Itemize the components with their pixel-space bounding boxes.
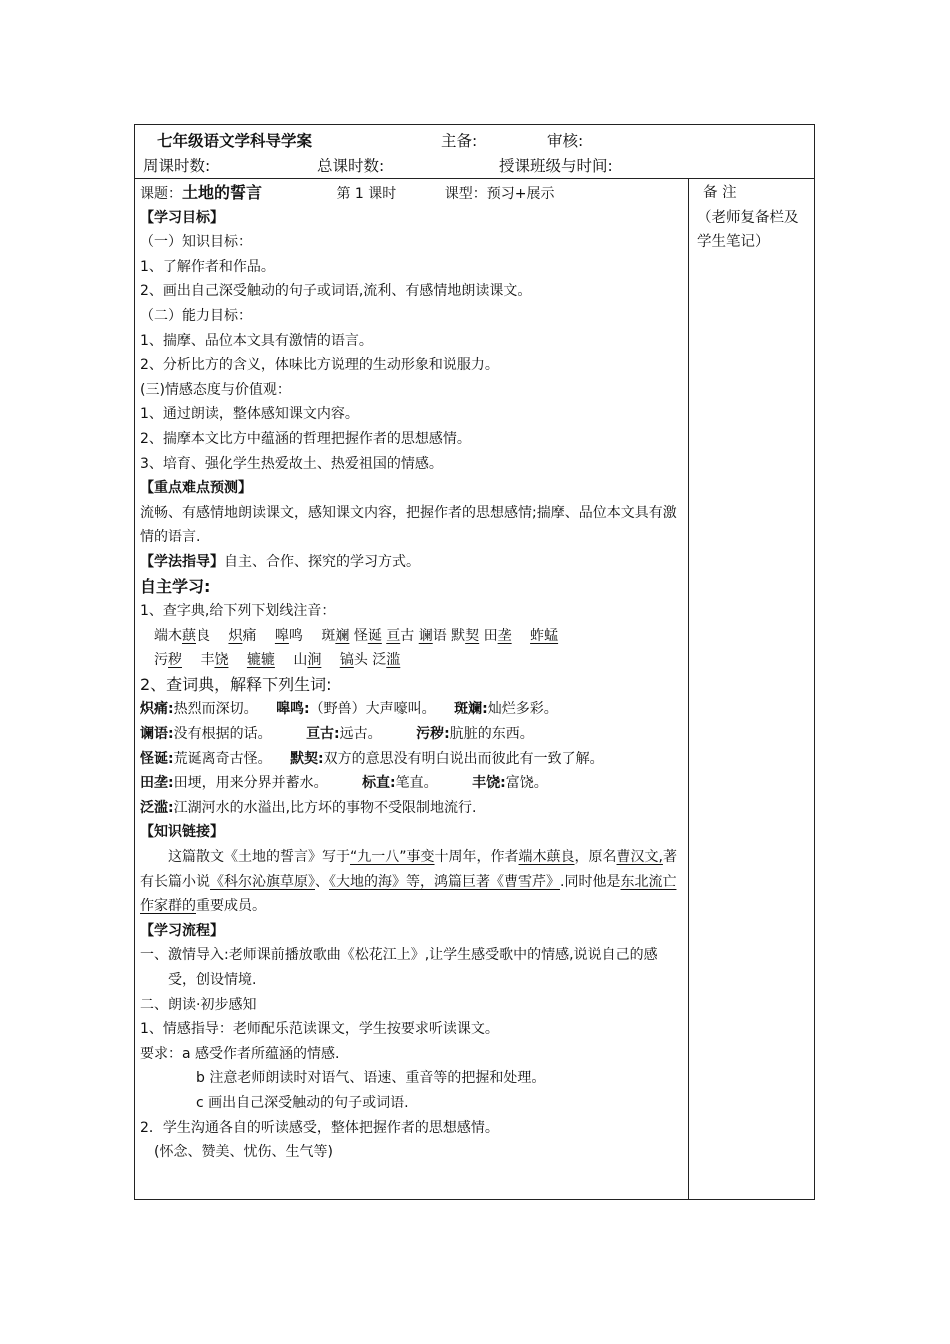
definition-word: 泛滥: [140,799,174,816]
word: 端木 [154,627,182,644]
link-text: 重要成员。 [196,898,266,915]
goal-ability-2: 2、分析比方的含义，体味比方说理的生动形象和说服力。 [140,357,499,374]
word: 痛 [242,627,257,644]
goal-knowledge: （一）知识目标： [140,234,252,251]
method-heading: 【学法指导】 [140,553,224,570]
goal-emotion-2: 2、揣摩本文比方中蕴涵的哲理把握作者的思想感情。 [140,430,471,447]
definition-word: 田垄: [140,775,174,792]
main-content [140,181,685,1165]
definition-text: 田埂，用来分界并蓄水。 [173,775,328,792]
definition-text: 双方的意思没有明白说出而彼此有一致了解。 [323,750,604,767]
word: 默 [451,627,466,644]
goals-heading: 【学习目标】 [140,209,224,226]
link-underlined: 东北流亡作家群的 [140,873,677,915]
lesson-type: 课型：预习+展示 [444,186,555,202]
requirement-b: b 注意老师朗读时对语气、语速、重音等的把握和处理。 [196,1070,546,1087]
definition-word: 默契: [290,750,324,767]
definition-word: 污秽: [416,726,450,743]
definition-text: 远古。 [339,726,382,743]
definition-text: 荒诞离奇古怪。 [173,750,272,767]
definition-text: 江湖河水的水溢出,比方坏的事物不受限制地流行. [173,799,477,816]
word: 头 [353,652,368,669]
definition-text: （野兽）大声嚎叫。 [309,701,436,718]
word: 鸣 [288,627,303,644]
link-text: 著有长篇小说 [140,849,677,890]
word: 怪 [353,627,368,644]
goal-knowledge-1: 1、了解作者和作品。 [140,258,275,275]
link-text: ，原名 [574,849,617,866]
requirement-c: c 画出自己深受触动的句子或词语. [196,1094,409,1111]
knowledge-link-heading: 【知识链接】 [140,824,224,841]
definition-text: 富饶。 [505,775,548,792]
word: 古 [400,627,415,644]
knowledge-link-text [140,845,685,919]
word: 镐 [339,652,354,669]
word: 垄 [497,627,512,644]
word: 山 [293,652,308,669]
word: 泛 [372,652,387,669]
remarks-title: 备 注 [703,185,737,201]
definition-word: 斑斓: [454,701,488,718]
definition-word: 谰语: [140,726,174,743]
flow-step-1: 一、激情导入:老师课前播放歌曲《松花江上》,让学生感受歌中的情感,说说自己的感受，创设情境. [140,947,658,988]
definition-word: 怪诞: [140,750,174,767]
table-header [135,125,814,179]
flow-heading: 【学习流程】 [140,922,224,939]
word: 斓 [335,627,350,644]
definition-word: 丰饶: [472,775,506,792]
definition-word: 亘古: [306,726,340,743]
definition-row [140,697,685,722]
word: 涧 [307,652,322,669]
reviewer-field: 审核: [547,132,584,150]
definition-word: 嗥鸣: [276,701,310,718]
total-hours-field: 总课时数: [317,157,385,175]
word: 秽 [168,652,182,669]
flow-step-2-1: 1、情感指导：老师配乐范读课文，学生按要求听读课文。 [140,1021,499,1038]
lesson-title-row [140,181,685,206]
word: 良 [196,627,210,644]
weekly-hours-field: 周课时数: [143,157,211,175]
word: 嗥 [274,627,289,644]
link-underlined: 端木蕻良 [518,849,575,866]
key-text: 流畅、有感情地朗读课文，感知课文内容，把握作者的思想感情;揣摩、品位本文具有激情的语言. [140,504,677,546]
link-text: 这篇散文《土地的誓言》写于 [168,849,350,866]
definition-text: 没有根据的话。 [173,726,272,743]
goal-emotion-3: 3、培育、强化学生热爱故土、热爱祖国的情感。 [140,455,443,472]
flow-step-2-2: 2．学生沟通各自的听读感受，整体把握作者的思想感情。 [140,1119,499,1136]
word: 蕻 [182,627,196,644]
word: 田 [483,627,498,644]
word-list-1 [140,624,685,649]
link-underlined: 曹汉文, [616,849,663,866]
goal-emotion: (三)情感态度与价值观： [140,381,291,398]
remarks-column [697,181,812,255]
goal-emotion-1: 1、通过朗读，整体感知课文内容。 [140,406,359,423]
document-title: 七年级语文学科导学案 [157,132,313,150]
key-heading: 【重点难点预测】 [140,480,252,497]
self-study-heading: 自主学习: [140,576,211,596]
lesson-title: 土地的誓言 [182,183,263,202]
goal-ability: （二）能力目标： [140,307,252,324]
word: 语 [432,627,447,644]
definition-text: 笔直。 [395,775,438,792]
word: 丰 [200,652,215,669]
definition-word: 标直: [362,775,396,792]
definition-text: 热烈而深切。 [173,701,258,718]
word-list-2 [140,648,685,673]
pinyin-question: 1、查字典,给下列下划线注音： [140,603,336,620]
definition-text: 肮脏的东西。 [449,726,534,743]
word: 亘 [386,627,401,644]
word: 斑 [321,627,336,644]
word: 谰 [418,627,433,644]
column-divider [688,178,689,1199]
method-text: 自主、合作、探究的学习方式。 [224,553,420,570]
definition-row [140,796,685,821]
flow-step-2: 二、朗读·初步感知 [140,996,257,1013]
link-underlined: 《大地的海》等，鸿篇巨著《曹雪芹》 [329,873,560,890]
definition-question: 2、查词典，解释下列生词: [140,674,332,694]
link-text: 十周年，作者 [434,849,519,866]
lesson-period: 第 1 课时 [336,186,397,202]
word: 炽 [228,627,243,644]
definition-row [140,771,685,796]
definition-text: 灿烂多彩。 [487,701,558,718]
link-underlined: “九一八”事变 [350,849,435,866]
lesson-label: 课题： [140,186,182,202]
word: 滥 [386,652,401,669]
flow-step-2-2-note: (怀念、赞美、忧伤、生气等) [154,1144,333,1161]
definition-word: 炽痛: [140,701,174,718]
goal-ability-1: 1、揣摩、品位本文具有激情的语言。 [140,332,373,349]
lesson-plan-table [134,124,815,1200]
word: 饶 [214,652,229,669]
requirement-a: 要求：a 感受作者所蕴涵的情感. [140,1045,340,1062]
link-underlined: 《科尔沁旗草原》 [210,873,315,890]
method-row [140,550,685,575]
remarks-note: （老师复备栏及学生笔记） [697,209,799,251]
word: 诞 [367,627,382,644]
definition-row [140,722,685,747]
word: 契 [465,627,480,644]
lead-teacher-field: 主备: [441,132,478,150]
word: 污 [154,652,168,669]
link-text: .同时他是 [560,873,621,890]
class-time-field: 授课班级与时间: [499,157,613,175]
word: 蚱蜢 [530,627,559,644]
goal-knowledge-2: 2、画出自己深受触动的句子或词语,流利、有感情地朗读课文。 [140,283,532,300]
link-text: 、 [315,873,329,890]
word: 辘辘 [246,652,275,669]
definition-row [140,747,685,772]
